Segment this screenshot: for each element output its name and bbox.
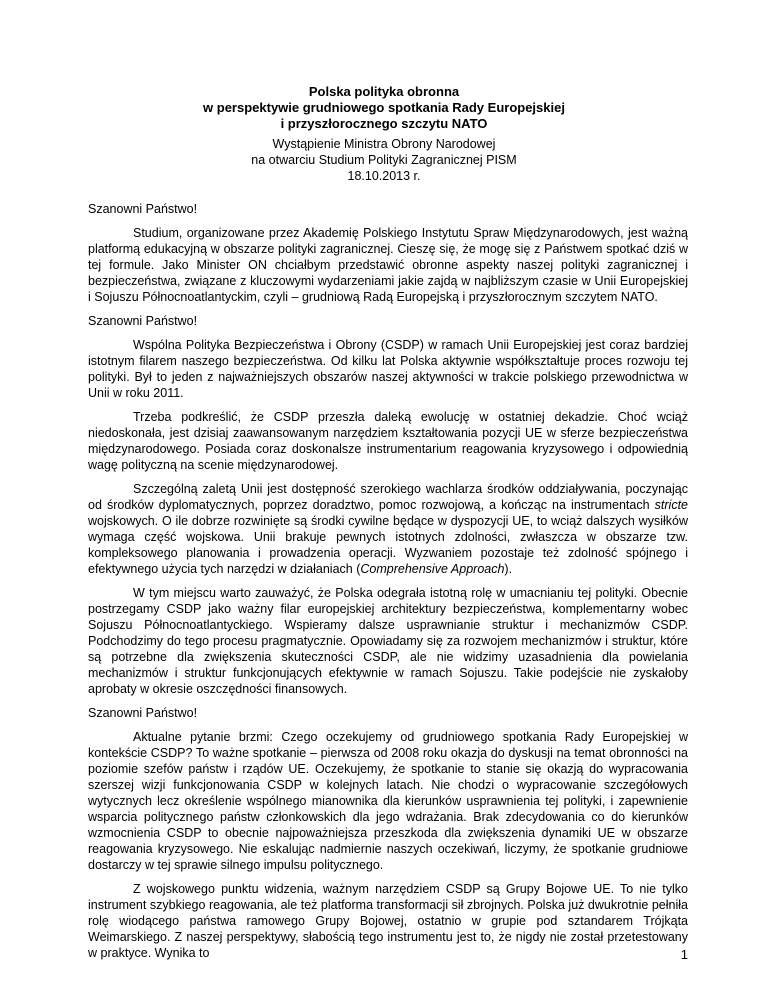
subtitle-line-1: Wystąpienie Ministra Obrony Narodowej [272, 137, 496, 151]
greeting: Szanowni Państwo! [88, 706, 198, 720]
paragraph-text: wojskowych. O ile dobrze rozwinięte są środki cywilne będące w dyspozycji UE, to wciąż dalszych wysiłków wymaga część wojskowa. Unii brakuje pewnych istotnych zdolności, zwłaszcza w obszarze tzw. kompleksowego planowania i prowadzenia operacji. Wyzwaniem pozostaje też zdolność spójnego i efektywnego użycia tych narzędzi w działaniach ( [88, 514, 688, 576]
title-line-1: Polska polityka obronna [308, 84, 460, 99]
page-number: 1 [680, 947, 688, 962]
paragraph: W tym miejscu warto zauważyć, że Polska odegrała istotną rolę w umacnianiu tej polityki. Obecnie postrzegamy CSDP jako ważny filar europejskiej architektury bezpieczeństwa, komplementarny wobec Sojuszu Północnoatlantyckiego. Wspieramy dalsze usprawnianie struktur i mechanizmów CSDP. Podchodzimy do tego procesu pragmatycznie. Opowiadamy się za rozwojem mechanizmów i struktur, które są potrzebne dla zwiększenia skuteczności CSDP, ale nie widzimy uzasadnienia dla powielania mechanizmów i struktur funkcjonujących efektywnie w ramach Sojuszu. Takie podejście nie zyskałoby aprobaty w okresie oszczędności finansowych. [88, 586, 688, 696]
subtitle-date: 18.10.2013 r. [347, 169, 421, 183]
subtitle-line-2: na otwarciu Studium Polityki Zagranicznej PISM [251, 153, 517, 167]
paragraph: Trzeba podkreślić, że CSDP przeszła daleką ewolucję w ostatniej dekadzie. Choć wciąż niedoskonała, jest dzisiaj zaawansowanym narzędziem kształtowania pozycji UE w sferze bezpieczeństwa międzynarodowego. Posiada coraz doskonalsze instrumentarium reagowania kryzysowego i odpowiednią wagę polityczną na scenie międzynarodowej. [88, 410, 688, 472]
italic-term: stricte [654, 498, 688, 512]
title-line-2: w perspektywie grudniowego spotkania Rady Europejskiej [203, 100, 565, 115]
document-title [0, 84, 768, 132]
greeting: Szanowni Państwo! [88, 202, 198, 216]
paragraph-text: Szczególną zaletą Unii jest dostępność szerokiego wachlarza środków oddziaływania, poczynając od środków dyplomatycznych, poprzez doradztwo, pomoc rozwojową, a kończąc na instrumentach [88, 482, 688, 512]
paragraph [88, 481, 688, 577]
paragraph: Wspólna Polityka Bezpieczeństwa i Obrony (CSDP) w ramach Unii Europejskiej jest coraz bardziej istotnym filarem naszego bezpieczeństwa. Od kilku lat Polska aktywnie współkształtuje proces rozwoju tej polityki. Był to jeden z najważniejszych obszarów naszej aktywności w trakcie polskiego przewodnictwa w Unii w roku 2011. [88, 338, 688, 400]
paragraph: Studium, organizowane przez Akademię Polskiego Instytutu Spraw Międzynarodowych, jest ważną platformą edukacyjną w obszarze polityki zagranicznej. Cieszę się, że mogę się z Państwem spotkać dziś w tej formule. Jako Minister ON chciałbym przedstawić obronne aspekty naszej polityki zagranicznej i bezpieczeństwa, związane z kluczowymi wydarzeniami jakie zajdą w najbliższym czasie w Unii Europejskiej i Sojuszu Północnoatlantyckim, czyli – grudniową Radą Europejską i przyszłorocznym szczytem NATO. [88, 226, 688, 304]
paragraph-text: ). [504, 562, 513, 576]
speech-body [88, 201, 688, 969]
document-subtitle [0, 136, 768, 184]
paragraph: Aktualne pytanie brzmi: Czego oczekujemy od grudniowego spotkania Rady Europejskiej w kontekście CSDP? To ważne spotkanie – pierwsza od 2008 roku okazja do dyskusji na temat obronności na poziomie szefów państw i rządów UE. Oczekujemy, że spotkanie to stanie się okazją do wypracowania szerszej wizji funkcjonowania CSDP w kolejnych latach. Nie chodzi o wypracowanie szczegółowych wytycznych lecz określenie wspólnego mianownika dla kierunków usprawnienia tej polityki, i zapewnienie wsparcia politycznego państw członkowskich dla jego wdrażania. Brak zdecydowania co do kierunków wzmocnienia CSDP to obecnie najpoważniejsza przeszkoda dla zwiększenia dynamiki UE w obszarze reagowania kryzysowego. Nie eskalując nadmiernie naszych oczekiwań, liczymy, że spotkanie grudniowe dostarczy w tej sprawie silnego impulsu politycznego. [88, 730, 688, 872]
greeting: Szanowni Państwo! [88, 314, 198, 328]
title-line-3: i przyszłorocznego szczytu NATO [280, 116, 488, 131]
paragraph: Z wojskowego punktu widzenia, ważnym narzędziem CSDP są Grupy Bojowe UE. To nie tylko instrument szybkiego reagowania, ale też platforma transformacji sił zbrojnych. Polska już dwukrotnie pełniła rolę wiodącego państwa ramowego Grupy Bojowej, ostatnio w grupie pod sztandarem Trójkąta Weimarskiego. Z naszej perspektywy, słabością tego instrumentu jest to, że nigdy nie został przetestowany w praktyce. Wynika to [88, 882, 688, 960]
italic-term: Comprehensive Approach [360, 562, 505, 576]
